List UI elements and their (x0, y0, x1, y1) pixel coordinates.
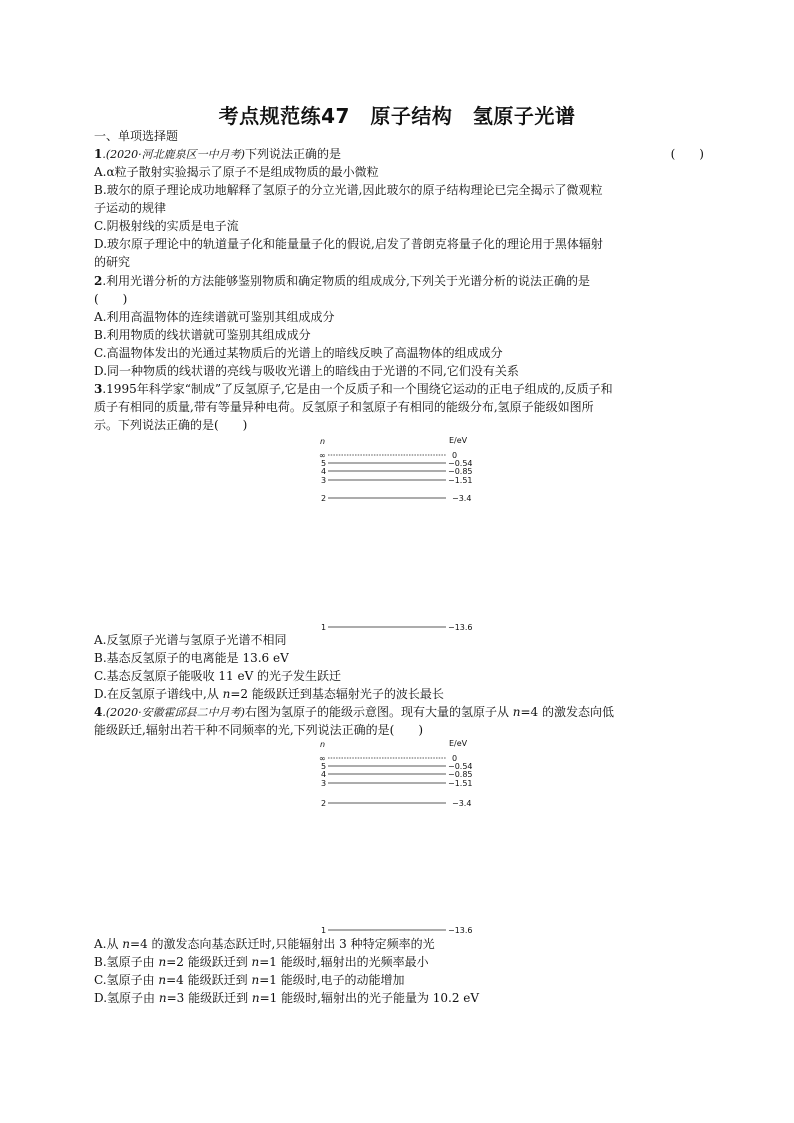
level-inf-energy: 0 (452, 451, 458, 460)
level-1-energy: −13.6 (448, 623, 473, 632)
option-text: =1 能级时,电子的动能增加 (259, 973, 405, 987)
option-b: B.玻尔的原子理论成功地解释了氢原子的分立光谱,因此玻尔的原子结构理论已完全揭示了微观粒 (94, 183, 603, 197)
option-d: D.同一种物质的线状谱的亮线与吸收光谱上的暗线由于光谱的不同,它们没有关系 (94, 364, 519, 378)
option-text: B.氢原子由 (94, 955, 159, 969)
section-heading: 一、单项选择题 (94, 129, 179, 143)
question-4-stem (94, 704, 704, 721)
energy-axis-label: E/eV (449, 436, 468, 445)
option-c: C.阴极射线的实质是电子流 (94, 219, 239, 233)
question-text: .利用光谱分析的方法能够鉴别物质和确定物质的组成成分,下列关于光谱分析的说法正确的是 (102, 274, 590, 288)
energy-level-diagram-2 (316, 737, 486, 937)
level-5-energy: −0.54 (448, 762, 473, 771)
answer-parentheses: ( ) (670, 147, 704, 161)
level-4-label: 4 (321, 770, 327, 779)
option-a (94, 936, 704, 952)
level-inf-label: ∞ (319, 451, 326, 460)
question-number: 2 (94, 274, 103, 288)
question-number: 3 (94, 382, 103, 396)
variable: n (158, 973, 167, 987)
level-2-label: 2 (321, 494, 327, 503)
question-source: .(2020·河北鹿泉区一中月考) (102, 148, 245, 161)
question-3-stem (94, 381, 704, 397)
option-text: =3 能级跃迁到 (166, 991, 252, 1005)
option-b (94, 954, 704, 970)
question-source: .(2020·安徽霍邱县二中月考) (102, 706, 245, 719)
variable: n (251, 955, 260, 969)
option-b: B.基态反氢原子的电离能是 13.6 eV (94, 651, 289, 665)
question-text: .1995年科学家“制成”了反氢原子,它是由一个反质子和一个围绕它运动的正电子组成的,反质子和 (102, 382, 613, 396)
option-a: A.利用高温物体的连续谱就可鉴别其组成成分 (94, 310, 335, 324)
page-title: 考点规范练47 原子结构 氢原子光谱 (218, 104, 576, 128)
level-inf-label: ∞ (319, 754, 326, 763)
answer-parentheses: ( ) (94, 292, 128, 306)
option-text: =1 能级时,辐射出的光子能量为 10.2 eV (259, 991, 480, 1005)
question-text: =4 的激发态向低 (520, 705, 615, 719)
level-5-energy: −0.54 (448, 459, 473, 468)
variable: n (158, 955, 167, 969)
option-text: =2 能级跃迁到 (166, 955, 252, 969)
option-d (94, 686, 704, 702)
energy-axis-label: E/eV (449, 739, 468, 748)
option-text: =1 能级时,辐射出的光频率最小 (259, 955, 429, 969)
option-text: =4 能级跃迁到 (166, 973, 252, 987)
level-1-energy: −13.6 (448, 926, 473, 935)
question-4-stem-line2: 能级跃迁,辐射出若干种不同频率的光,下列说法正确的是( ) (94, 723, 423, 737)
variable: n (122, 937, 131, 951)
option-c: C.高温物体发出的光通过某物质后的光谱上的暗线反映了高温物体的组成成分 (94, 346, 503, 360)
level-1-label: 1 (321, 926, 327, 935)
level-3-energy: −1.51 (448, 476, 473, 485)
option-d: D.玻尔原子理论中的轨道量子化和能量量子化的假说,启发了普朗克将量子化的理论用于黑体辐射 (94, 237, 603, 251)
question-number: 4 (94, 705, 103, 719)
level-inf-energy: 0 (452, 754, 458, 763)
n-axis-label: n (320, 437, 326, 446)
option-text: D.氢原子由 (94, 991, 159, 1005)
question-text: 下列说法正确的是 (244, 147, 341, 161)
question-number: 1 (94, 147, 103, 161)
level-3-label: 3 (321, 476, 327, 485)
n-axis-label: n (320, 740, 326, 749)
question-3-stem-line3: 示。下列说法正确的是( ) (94, 418, 248, 432)
level-5-label: 5 (321, 762, 327, 771)
question-2-stem (94, 273, 704, 289)
question-text: 右图为氢原子的能级示意图。现有大量的氢原子从 (244, 705, 513, 719)
option-c: C.基态反氢原子能吸收 11 eV 的光子发生跃迁 (94, 669, 342, 683)
option-text: =4 的激发态向基态跃迁时,只能辐射出 3 种特定频率的光 (130, 937, 435, 951)
variable: n (158, 991, 167, 1005)
level-2-energy: −3.4 (452, 494, 472, 503)
option-text: D.在反氢原子谱线中,从 (94, 687, 223, 701)
option-a: A.α粒子散射实验揭示了原子不是组成物质的最小微粒 (94, 165, 379, 179)
level-1-label: 1 (321, 623, 327, 632)
option-c (94, 972, 704, 988)
option-a: A.反氢原子光谱与氢原子光谱不相同 (94, 633, 287, 647)
option-b-continued: 子运动的规律 (94, 201, 167, 215)
level-3-label: 3 (321, 779, 327, 788)
level-4-label: 4 (321, 467, 327, 476)
energy-level-diagram-1 (316, 434, 486, 634)
option-d-continued: 的研究 (94, 255, 131, 269)
option-d (94, 990, 704, 1006)
level-5-label: 5 (321, 459, 327, 468)
level-4-energy: −0.85 (448, 770, 473, 779)
option-text: A.从 (94, 937, 123, 951)
variable: n (512, 705, 521, 719)
question-3-stem-line2: 质子有相同的质量,带有等量异种电荷。反氢原子和氢原子有相同的能级分布,氢原子能级如图所 (94, 400, 594, 414)
option-text: C.氢原子由 (94, 973, 159, 987)
question-1-stem (94, 146, 704, 163)
variable: n (251, 973, 260, 987)
level-3-energy: −1.51 (448, 779, 473, 788)
level-2-label: 2 (321, 799, 327, 808)
option-text: =2 能级跃迁到基态辐射光子的波长最长 (230, 687, 444, 701)
level-2-energy: −3.4 (452, 799, 472, 808)
variable: n (251, 991, 260, 1005)
variable: n (222, 687, 231, 701)
option-b: B.利用物质的线状谱就可鉴别其组成成分 (94, 328, 311, 342)
level-4-energy: −0.85 (448, 467, 473, 476)
